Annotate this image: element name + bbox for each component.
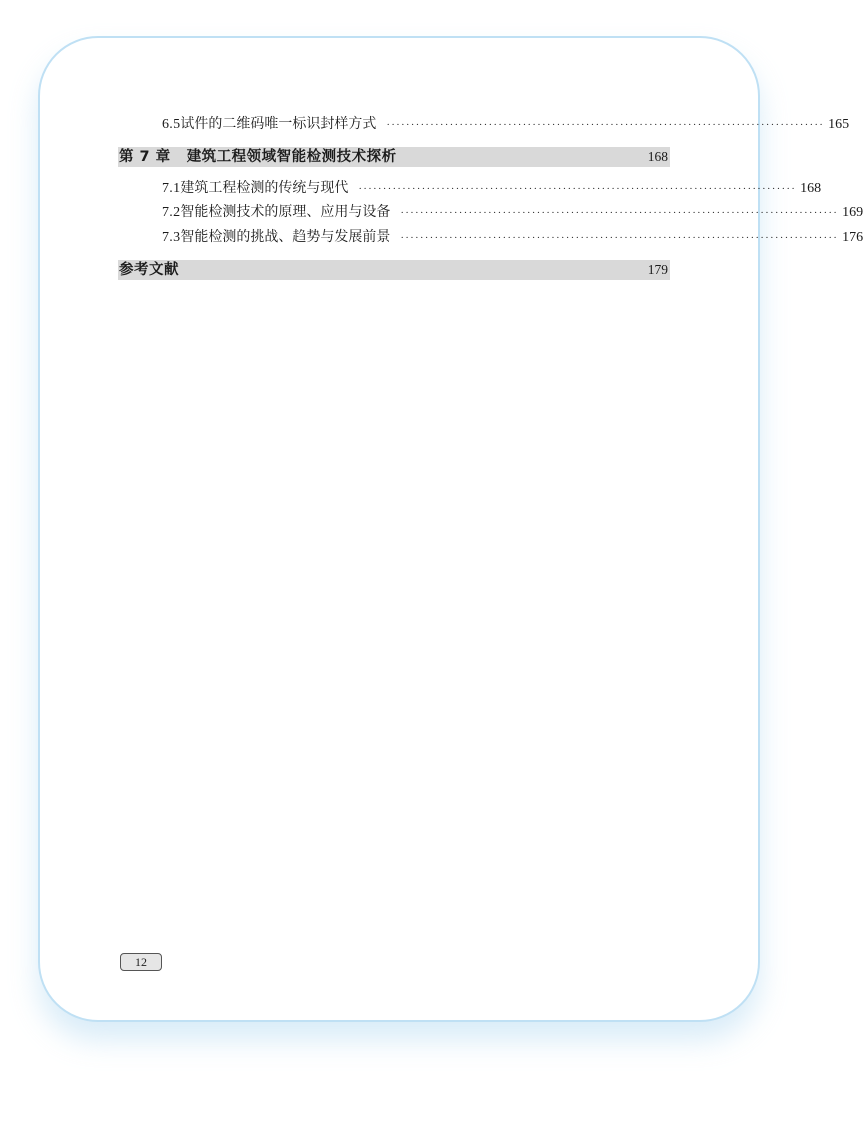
section-title: 智能检测技术的原理、应用与设备 [180,205,391,220]
chapter-label: 第 7 章 [119,149,171,165]
section-number: 6.5 [162,117,181,132]
section-title: 试件的二维码唯一标识封样方式 [180,117,377,132]
chapter-title: 建筑工程领域智能检测技术探析 [186,149,397,165]
toc-chapter-7[interactable] [118,147,670,167]
toc-entry-6-5[interactable] [162,114,850,136]
dot-leader: ·························································································· [386,119,825,131]
toc-entry-7-1[interactable] [162,178,822,200]
page-number: 165 [828,117,850,132]
chapter-label: 参考文献 [119,262,179,278]
page-number: 169 [842,205,863,220]
dot-leader: ·························································································· [400,232,839,244]
page-number: 179 [647,262,668,277]
section-number: 7.1 [162,181,181,196]
toc-references[interactable] [118,260,670,280]
section-title: 建筑工程检测的传统与现代 [180,181,349,196]
footer-page-number: 12 [120,953,162,971]
toc-entry-7-2[interactable] [162,202,863,224]
dot-leader: ·························································································· [358,183,797,195]
section-number: 7.2 [162,205,181,220]
section-title: 智能检测的挑战、趋势与发展前景 [180,230,391,245]
section-number: 7.3 [162,230,181,245]
page-number: 176 [842,230,863,245]
dot-leader: ·························································································· [400,207,839,219]
toc-entry-7-3[interactable] [162,227,863,249]
page-number: 168 [647,149,668,164]
page-number: 168 [800,181,822,196]
